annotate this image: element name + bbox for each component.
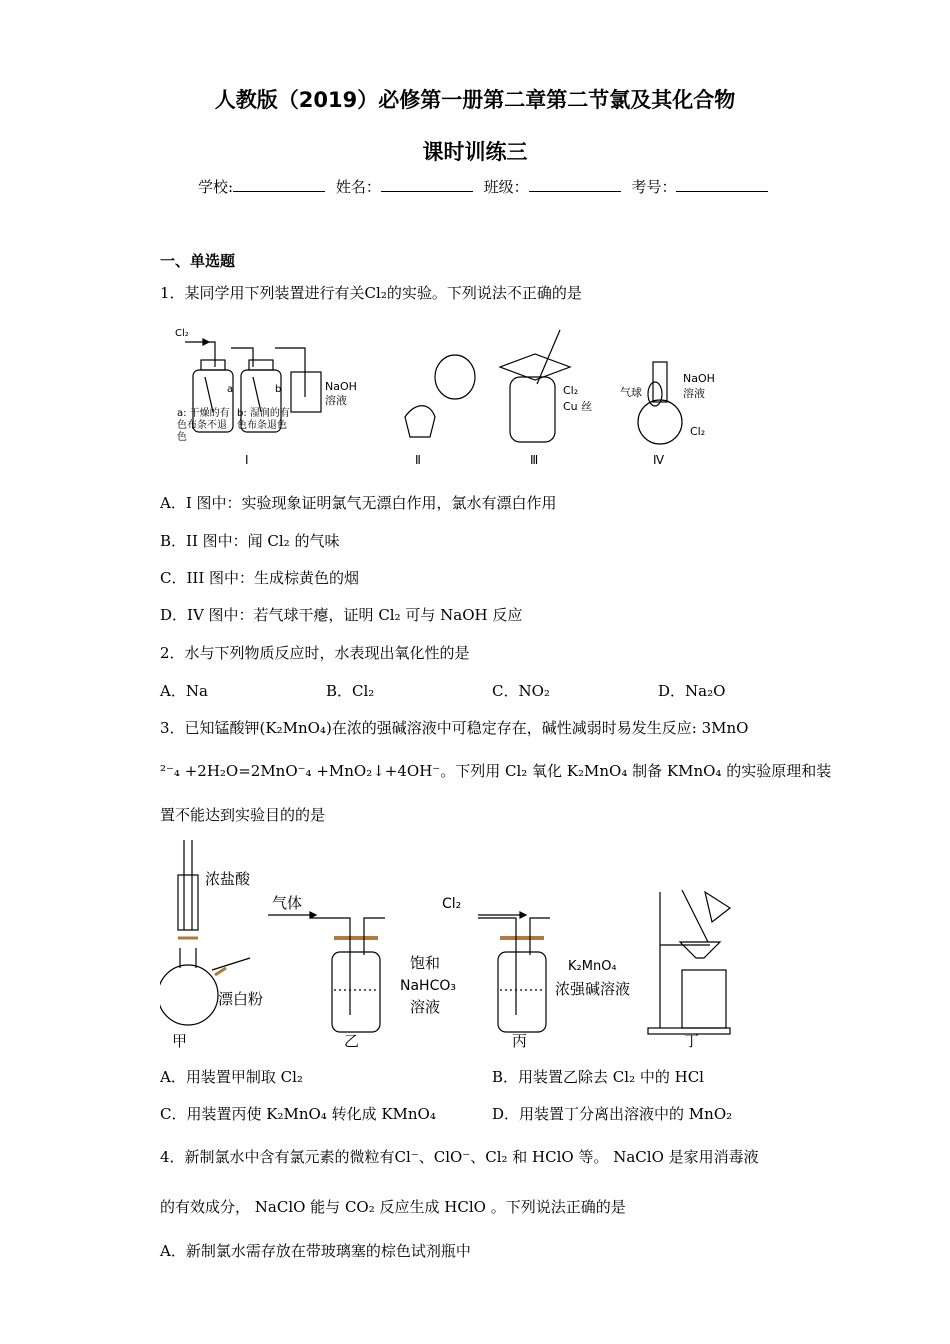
- school-blank[interactable]: [233, 177, 325, 192]
- q3-figure: [160, 830, 760, 1055]
- q1-option-a[interactable]: A．I 图中：实验现象证明氯气无漂白作用，氯水有漂白作用: [160, 494, 557, 512]
- field-id-label: 考号：: [631, 178, 677, 196]
- class-blank[interactable]: [529, 177, 621, 192]
- q3-option-c[interactable]: C．用装置丙使 K₂MnO₄ 转化成 KMnO₄: [160, 1105, 436, 1123]
- q1-fig-naoh4: NaOH: [683, 372, 715, 385]
- q3-option-a[interactable]: A．用装置甲制取 Cl₂: [160, 1068, 303, 1086]
- field-school-label: 学校:: [198, 178, 234, 196]
- q2-stem: 2．水与下列物质反应时，水表现出氧化性的是: [160, 644, 470, 662]
- q1-fig-ry1: 溶液: [325, 394, 347, 407]
- q2-option-d[interactable]: D．Na₂O: [658, 682, 726, 700]
- q2-option-a[interactable]: A．Na: [160, 682, 208, 700]
- q3-line2: ²⁻₄ +2H₂O=2MnO⁻₄ +MnO₂↓+4OH⁻。下列用 Cl₂ 氧化 K₂MnO₄ 制备 KMnO₄ 的实验原理和装: [160, 762, 832, 780]
- q3-line1: 3．已知锰酸钾(K₂MnO₄)在浓的强碱溶液中可稳定存在，碱性减弱时易发生反应: 3MnO: [160, 719, 749, 737]
- q3-fig-k2mno4: K₂MnO₄: [568, 959, 617, 974]
- q1-fig-note-b1: b: 湿润的有: [237, 408, 290, 419]
- q1-fig-cu: Cu 丝: [563, 400, 593, 413]
- q3-fig-nongyansuan: 浓盐酸: [205, 870, 251, 888]
- q3-fig-nahco3: NaHCO₃: [400, 978, 456, 994]
- q3-fig-bao: 饱和: [410, 954, 441, 972]
- q3-fig-cl2: Cl₂: [442, 896, 462, 912]
- q1-fig-cap2: Ⅱ: [415, 453, 421, 467]
- id-blank[interactable]: [676, 177, 768, 192]
- q1-fig-naoh1: NaOH: [325, 380, 357, 393]
- q3-fig-bing: 丙: [512, 1032, 528, 1050]
- q3-fig-yi: 乙: [344, 1032, 360, 1050]
- q1-fig-cl2-3: Cl₂: [563, 384, 579, 397]
- q1-fig-note-b2: 色布条退色: [237, 420, 287, 431]
- q1-stem: 1．某同学用下列装置进行有关Cl₂的实验。下列说法不正确的是: [160, 284, 582, 302]
- q1-fig-cap4: Ⅳ: [653, 453, 665, 467]
- q1-option-d[interactable]: D．IV 图中：若气球干瘪，证明 Cl₂ 可与 NaOH 反应: [160, 606, 523, 624]
- q1-figure: [165, 322, 725, 472]
- q2-option-c[interactable]: C．NO₂: [492, 682, 550, 700]
- q1-fig-b: b: [275, 384, 282, 395]
- q4-line2: 的有效成分， NaClO 能与 CO₂ 反应生成 HClO 。下列说法正确的是: [160, 1198, 626, 1216]
- q3-fig-rongye: 溶液: [410, 998, 441, 1016]
- section-heading: 一、单选题: [160, 252, 236, 270]
- field-name-label: 姓名：: [335, 178, 381, 196]
- q1-fig-a: a: [227, 384, 234, 395]
- q1-fig-cl2-in: Cl₂: [175, 328, 189, 339]
- q1-fig-ry4: 溶液: [683, 387, 705, 400]
- q3-fig-ding: 丁: [684, 1032, 700, 1050]
- field-class-label: 班级：: [483, 178, 529, 196]
- q3-fig-nongqiang: 浓强碱溶液: [555, 980, 631, 998]
- q3-option-d[interactable]: D．用装置丁分离出溶液中的 MnO₂: [492, 1105, 733, 1123]
- q1-fig-note-a2: 色布条不退: [177, 420, 227, 431]
- q3-option-b[interactable]: B．用装置乙除去 Cl₂ 中的 HCl: [492, 1068, 704, 1086]
- q1-fig-note-a1: a: 干燥的有: [177, 408, 230, 419]
- q1-fig-cap1: I: [245, 453, 249, 467]
- q1-option-b[interactable]: B．II 图中：闻 Cl₂ 的气味: [160, 532, 340, 550]
- q4-option-a[interactable]: A．新制氯水需存放在带玻璃塞的棕色试剂瓶中: [160, 1242, 471, 1260]
- q4-line1: 4．新制氯水中含有氯元素的微粒有Cl⁻、ClO⁻、Cl₂ 和 HClO 等。 NaClO 是家用消毒液: [160, 1148, 759, 1166]
- q3-fig-qiti: 气体: [272, 894, 303, 912]
- q1-fig-cap3: Ⅲ: [530, 453, 539, 467]
- q1-fig-note-a3: 色: [177, 432, 187, 443]
- info-fields: [198, 176, 774, 197]
- q2-option-b[interactable]: B．Cl₂: [326, 682, 375, 700]
- page-subtitle: 课时训练三: [422, 140, 528, 164]
- page-title: 人教版（2019）必修第一册第二章第二节氯及其化合物: [214, 88, 736, 112]
- q3-fig-piaobaifen: 漂白粉: [218, 990, 264, 1008]
- q3-line3: 置不能达到实验目的的是: [160, 806, 326, 824]
- q1-fig-qiqiu: 气球: [620, 386, 642, 399]
- name-blank[interactable]: [381, 177, 473, 192]
- q1-fig-cl2-4: Cl₂: [690, 425, 706, 438]
- q1-option-c[interactable]: C．III 图中：生成棕黄色的烟: [160, 569, 360, 587]
- q3-fig-jia: 甲: [172, 1032, 188, 1050]
